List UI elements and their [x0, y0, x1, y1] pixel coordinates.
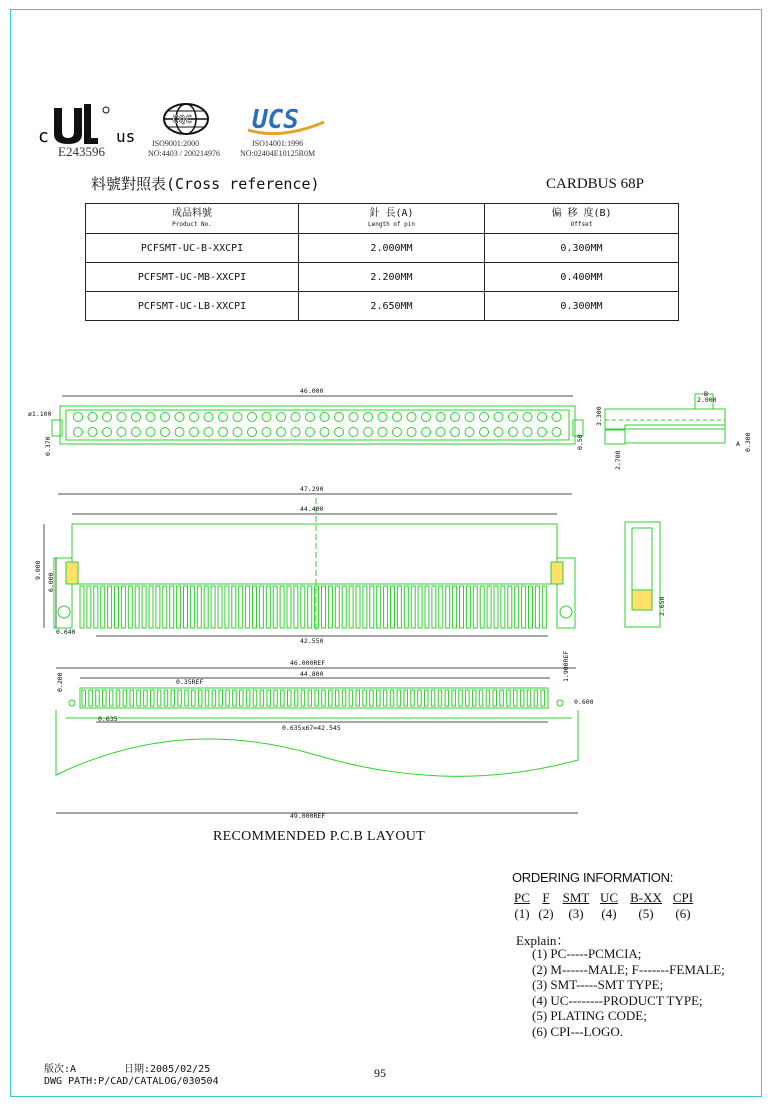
pcb-pad [89, 690, 93, 706]
pin-socket [175, 413, 184, 422]
pcb-pad [178, 690, 182, 706]
pin-lead [128, 586, 132, 628]
pin-lead [370, 586, 374, 628]
pin-lead [522, 586, 526, 628]
ucs-brand: UCS [252, 105, 299, 135]
pin-socket [523, 428, 532, 437]
pin-socket [364, 428, 373, 437]
pin-lead [142, 586, 146, 628]
svg-text:1.900REF: 1.900REF [562, 650, 570, 682]
cross-reference-title: 料號對照表(Cross reference) [91, 175, 320, 193]
ordering-code-row [512, 890, 712, 924]
pin-lead [135, 586, 139, 628]
pcb-pad [301, 690, 305, 706]
pcb-pad [205, 690, 209, 706]
pin-socket [422, 428, 431, 437]
pcb-pad [349, 690, 353, 706]
pcb-pad [109, 690, 113, 706]
pin-socket [320, 413, 329, 422]
pcb-pad [123, 690, 127, 706]
pcb-pad [397, 690, 401, 706]
pin-lead [501, 586, 505, 628]
pin-socket [436, 428, 445, 437]
pin-lead [453, 586, 457, 628]
pin-socket [465, 413, 474, 422]
pin-socket [103, 428, 112, 437]
explain-item: (5) PLATING CODE; [532, 1008, 647, 1023]
svg-text:3.300: 3.300 [595, 406, 603, 426]
pin-socket [393, 413, 402, 422]
explain-item: (4) UC--------PRODUCT TYPE; [532, 992, 703, 1008]
header-product: 成品料號 Product No. [86, 204, 299, 234]
pin-lead [239, 586, 243, 628]
pin-socket [74, 413, 83, 422]
pin-lead [466, 586, 470, 628]
pcb-pad [404, 690, 408, 706]
pin-socket [204, 413, 213, 422]
pcb-pad [103, 690, 107, 706]
pin-lead [190, 586, 194, 628]
pcb-pad [253, 690, 257, 706]
pin-lead [301, 586, 305, 628]
explain-item: (6) CPI---LOGO. [532, 1023, 623, 1039]
table-row: PCFSMT-UC-LB-XXCPI 2.650MM 0.300MM [86, 292, 679, 321]
pin-socket [364, 413, 373, 422]
pcb-pad [425, 690, 429, 706]
pin-socket [378, 413, 387, 422]
pcb-pad [226, 690, 230, 706]
pin-socket [103, 413, 112, 422]
ucs-logo-icon [242, 100, 332, 140]
pin-socket [161, 413, 170, 422]
pin-socket [190, 413, 199, 422]
page-number: 95 [374, 1066, 386, 1080]
pin-lead [266, 586, 270, 628]
series-title: CARDBUS 68P [546, 176, 644, 192]
pin-socket [132, 428, 141, 437]
explain-item: (2) M------MALE; F-------FEMALE; [532, 961, 725, 977]
pin-socket [146, 413, 155, 422]
pin-lead [377, 586, 381, 628]
pin-socket [335, 413, 344, 422]
pcb-pad [438, 690, 442, 706]
pin-socket [277, 413, 286, 422]
pin-socket [175, 428, 184, 437]
pin-lead [397, 586, 401, 628]
pin-lead [328, 586, 332, 628]
pin-lead [432, 586, 436, 628]
pcb-pad [459, 690, 463, 706]
pin-lead [529, 586, 533, 628]
connector-drawing [0, 380, 784, 830]
pcb-pad [116, 690, 120, 706]
pcb-pad [383, 690, 387, 706]
pin-lead [115, 586, 119, 628]
pin-lead [446, 586, 450, 628]
pin-lead [253, 586, 257, 628]
pin-lead [335, 586, 339, 628]
code-cell: SMT (3) [562, 890, 590, 921]
header-pin-length: 針 長(A) Length of pin [299, 204, 485, 234]
pin-lead [280, 586, 284, 628]
svg-text:42.550: 42.550 [300, 637, 324, 645]
pin-socket [480, 413, 489, 422]
pin-socket [451, 428, 460, 437]
pin-lead [108, 586, 112, 628]
pin-socket [480, 428, 489, 437]
pin-socket [552, 413, 561, 422]
pin-lead [425, 586, 429, 628]
pcb-pad [342, 690, 346, 706]
pcb-pad [479, 690, 483, 706]
pcb-pad [390, 690, 394, 706]
pcb-pad [233, 690, 237, 706]
pin-lead [87, 586, 91, 628]
pin-lead [411, 586, 415, 628]
pin-lead [404, 586, 408, 628]
pcb-pad [322, 690, 326, 706]
pin-lead [315, 586, 319, 628]
ucs-number: NO:02404E10125R0M [240, 149, 316, 158]
pin-lead [246, 586, 250, 628]
pcb-pad [288, 690, 292, 706]
svg-text:2.000: 2.000 [697, 396, 717, 404]
table-row: PCFSMT-UC-B-XXCPI 2.000MM 0.300MM [86, 234, 679, 263]
pin-socket [422, 413, 431, 422]
pcb-pad [157, 690, 161, 706]
pin-socket [161, 428, 170, 437]
version-label: 版次:A [44, 1064, 77, 1075]
pin-socket [306, 428, 315, 437]
svg-text:47.290: 47.290 [300, 485, 324, 493]
pin-lead [294, 586, 298, 628]
pin-socket [523, 413, 532, 422]
pin-lead [460, 586, 464, 628]
pin-socket [509, 428, 518, 437]
pin-socket [552, 428, 561, 437]
pcb-pad [267, 690, 271, 706]
pcb-pad [192, 690, 196, 706]
explain-item: (1) PC-----PCMCIA; [532, 946, 642, 961]
pcb-pad [144, 690, 148, 706]
pin-lead [177, 586, 181, 628]
explain-item: (3) SMT-----SMT TYPE; [532, 977, 664, 992]
ordering-title: ORDERING INFORMATION: [512, 870, 674, 885]
pin-lead [232, 586, 236, 628]
pin-socket [538, 413, 547, 422]
code-cell: UC (4) [599, 890, 619, 921]
pin-lead [494, 586, 498, 628]
certification-logos [36, 100, 346, 162]
pcb-pad [315, 690, 319, 706]
pcb-pad [363, 690, 367, 706]
pcb-pad [527, 690, 531, 706]
pin-socket [494, 413, 503, 422]
pin-socket [349, 413, 358, 422]
ul-file-number: E243596 [58, 144, 105, 159]
pcb-pad [500, 690, 504, 706]
cross-reference-table [85, 203, 679, 321]
pcb-pad [493, 690, 497, 706]
svg-text:A: A [736, 440, 740, 448]
code-cell: CPI (6) [672, 890, 694, 921]
pin-socket [277, 428, 286, 437]
pin-socket [74, 428, 83, 437]
pin-lead [391, 586, 395, 628]
pin-lead [363, 586, 367, 628]
pin-lead [197, 586, 201, 628]
pin-lead [273, 586, 277, 628]
pin-socket [349, 428, 358, 437]
pin-lead [384, 586, 388, 628]
pin-socket [146, 428, 155, 437]
pin-socket [262, 428, 271, 437]
pin-socket [248, 413, 257, 422]
pcb-pad [137, 690, 141, 706]
pcb-pad [335, 690, 339, 706]
pcb-pad [260, 690, 264, 706]
pin-socket [88, 428, 97, 437]
explain-list [532, 946, 725, 1039]
pin-lead [225, 586, 229, 628]
pin-lead [535, 586, 539, 628]
pin-lead [508, 586, 512, 628]
svg-text:0.35REF: 0.35REF [176, 678, 204, 686]
pcb-pad [541, 690, 545, 706]
pin-lead [487, 586, 491, 628]
pcb-pad [370, 690, 374, 706]
pin-lead [218, 586, 222, 628]
pcb-pad [507, 690, 511, 706]
pin-socket [190, 428, 199, 437]
svg-text:0.50: 0.50 [576, 434, 584, 450]
pin-lead [287, 586, 291, 628]
explain-label: Explain： [516, 933, 570, 948]
pin-socket [88, 413, 97, 422]
pin-socket [117, 428, 126, 437]
pin-socket [335, 428, 344, 437]
svg-text:B: B [704, 390, 708, 398]
pin-socket [262, 413, 271, 422]
pcb-pad [418, 690, 422, 706]
pcb-pad [198, 690, 202, 706]
svg-text:44.400: 44.400 [300, 505, 324, 513]
pin-socket [407, 428, 416, 437]
pin-lead [480, 586, 484, 628]
pin-socket [451, 413, 460, 422]
svg-text:49.000REF: 49.000REF [290, 812, 326, 820]
pcb-pad [308, 690, 312, 706]
pin-lead [149, 586, 153, 628]
pcb-pad [185, 690, 189, 706]
pin-lead [156, 586, 160, 628]
ul-left-mark: c [38, 126, 49, 147]
pcb-pad [520, 690, 524, 706]
code-cell: PC (1) [514, 890, 530, 921]
code-cell: F (2) [538, 890, 554, 921]
pin-socket [117, 413, 126, 422]
cqc-number: NO:4403 / 200214976 [148, 149, 220, 158]
pin-lead [322, 586, 326, 628]
pin-lead [94, 586, 98, 628]
pcb-pad [466, 690, 470, 706]
pin-socket [393, 428, 402, 437]
pin-lead [542, 586, 546, 628]
svg-text:0.370: 0.370 [44, 436, 52, 456]
svg-text:0.200: 0.200 [56, 672, 64, 692]
pcb-pad [431, 690, 435, 706]
svg-text:ø1.100: ø1.100 [28, 410, 52, 418]
ucs-cert: ISO14001:1996 [252, 139, 304, 148]
pin-socket [538, 428, 547, 437]
pcb-pad [130, 690, 134, 706]
pin-socket [494, 428, 503, 437]
pcb-pad [294, 690, 298, 706]
pcb-pad [274, 690, 278, 706]
pcb-pad [246, 690, 250, 706]
table-header-row [86, 204, 679, 234]
svg-text:9.000: 9.000 [34, 560, 42, 580]
pin-lead [204, 586, 208, 628]
pin-lead [473, 586, 477, 628]
pcb-pad [82, 690, 86, 706]
pin-socket [378, 428, 387, 437]
pin-lead [349, 586, 353, 628]
code-cell: B-XX (5) [630, 890, 662, 921]
pin-lead [121, 586, 125, 628]
pin-socket [306, 413, 315, 422]
pin-socket [436, 413, 445, 422]
pcb-pad [240, 690, 244, 706]
pin-lead [101, 586, 105, 628]
pcb-pad [445, 690, 449, 706]
pcb-pad [377, 690, 381, 706]
pcb-pad [281, 690, 285, 706]
pin-lead [356, 586, 360, 628]
pin-socket [465, 428, 474, 437]
pcb-pad [472, 690, 476, 706]
pin-lead [515, 586, 519, 628]
ul-right-mark: us [116, 127, 136, 146]
pin-socket [132, 413, 141, 422]
pcb-pad [411, 690, 415, 706]
pcb-pad [486, 690, 490, 706]
top-view-body [60, 406, 575, 444]
pcb-pad [171, 690, 175, 706]
pcb-pad [151, 690, 155, 706]
pcb-pad [96, 690, 100, 706]
pin-lead [170, 586, 174, 628]
svg-text:0.635x67=42.545: 0.635x67=42.545 [282, 724, 341, 732]
pin-lead [163, 586, 167, 628]
pin-socket [407, 413, 416, 422]
pcb-pad [219, 690, 223, 706]
pin-socket [291, 428, 300, 437]
svg-text:0.635: 0.635 [98, 715, 118, 723]
pcb-pad [356, 690, 360, 706]
pin-lead [259, 586, 263, 628]
pin-socket [509, 413, 518, 422]
table-row: PCFSMT-UC-MB-XXCPI 2.200MM 0.400MM [86, 263, 679, 292]
pin-socket [219, 413, 228, 422]
pin-socket [219, 428, 228, 437]
svg-text:CQC: CQC [172, 113, 192, 126]
date-label: 日期:2005/02/25 [124, 1064, 211, 1075]
pcb-layout-title: RECOMMENDED P.C.B LAYOUT [213, 829, 426, 844]
pin-socket [233, 428, 242, 437]
pin-lead [80, 586, 84, 628]
svg-text:6.000: 6.000 [47, 572, 55, 592]
svg-text:0.640: 0.640 [56, 628, 76, 636]
pin-socket [204, 428, 213, 437]
pin-socket [291, 413, 300, 422]
pcb-pad [212, 690, 216, 706]
pin-socket [233, 413, 242, 422]
pin-socket [320, 428, 329, 437]
pin-lead [184, 586, 188, 628]
pcb-pad [452, 690, 456, 706]
svg-text:2.650: 2.650 [658, 596, 666, 616]
pcb-pad [329, 690, 333, 706]
svg-text:46.000: 46.000 [300, 387, 324, 395]
cqc-cert: ISO9001:2000 [152, 139, 200, 148]
svg-text:0.300: 0.300 [744, 432, 752, 452]
svg-text:0.600: 0.600 [574, 698, 594, 706]
front-view-housing [72, 524, 557, 584]
pcb-pad [534, 690, 538, 706]
pin-lead [342, 586, 346, 628]
pcb-pad [514, 690, 518, 706]
drawing-path: DWG PATH:P/CAD/CATALOG/030504 [44, 1076, 219, 1087]
svg-text:44.800: 44.800 [300, 670, 324, 678]
pin-lead [418, 586, 422, 628]
pin-lead [308, 586, 312, 628]
svg-text:2.700: 2.700 [614, 450, 622, 470]
svg-text:46.000REF: 46.000REF [290, 659, 326, 667]
header-offset: 偏 移 度(B) Offset [485, 204, 679, 234]
pcb-pad [164, 690, 168, 706]
pin-lead [439, 586, 443, 628]
pin-lead [211, 586, 215, 628]
cqc-globe-icon [156, 102, 216, 136]
pin-socket [248, 428, 257, 437]
